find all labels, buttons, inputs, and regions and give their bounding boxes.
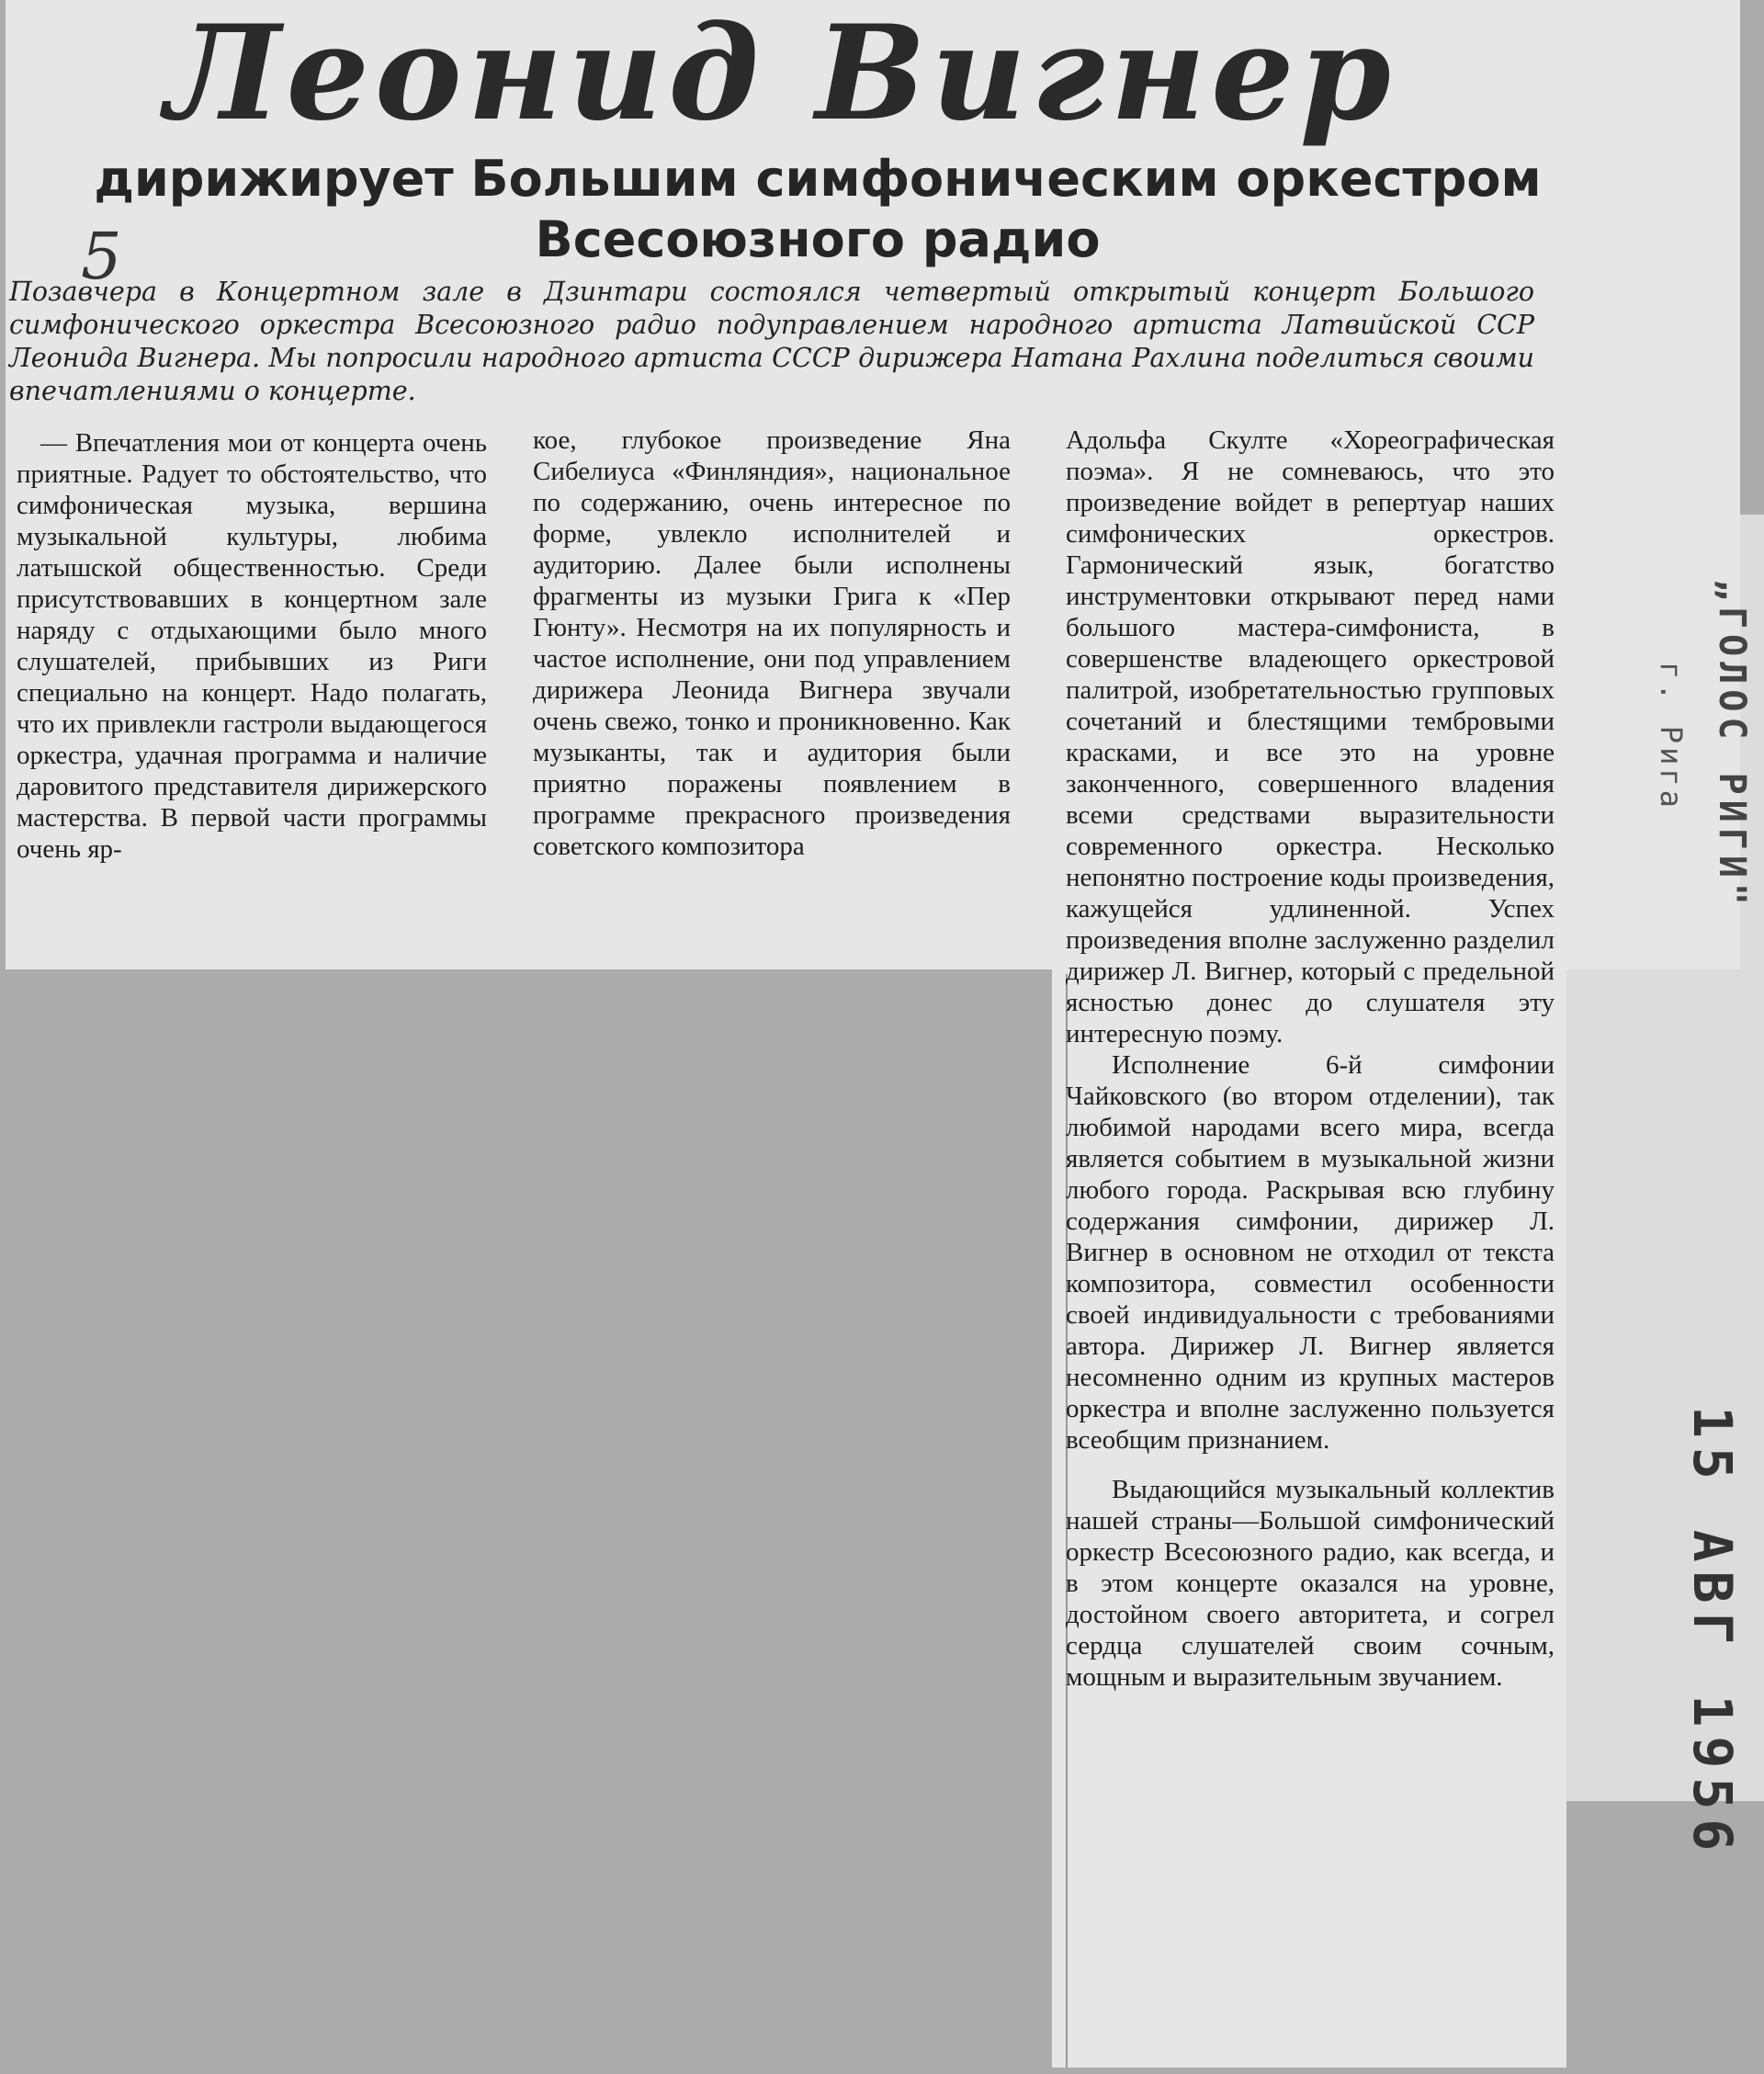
newspaper-stamp: „ГОЛОС РИГИ" xyxy=(1711,579,1753,911)
article-column-1 xyxy=(17,427,487,865)
column-3-paragraph-1: Адольфа Скулте «Хореографическая поэма». Я не сомневаюсь, что это произведение войдет в репертуар наших симфонических оркестров. Гармонический язык, богатство инструментовки открывают перед нами большого мастера-симфониста, в совершенстве владеющего оркестровой палитрой, изобретательностью групповых сочетаний и блестящими тембровыми красками, и все это на уровне законченного, совершенного владения всеми средствами выразительности современного оркестра. Несколько непонятно построение коды произведения, кажущейся удлиненной. Успех произведения вполне заслуженно разделил дирижер Л. Вигнер, который с предельной ясностью донес до слушателя эту интересную поэму. xyxy=(1066,425,1555,1048)
date-stamp: 15 АВГ 1956 xyxy=(1681,1406,1744,1861)
article-column-2 xyxy=(533,425,1011,862)
column-3-paragraph-3: Выдающийся музыкальный коллектив нашей страны—Большой симфонический оркестр Всесоюзного радио, как всегда, и в этом концерте оказался на уровне, достойном своего авторитета, и согрел сердца слушателей своим сочным, мощным и выразительным звучанием. xyxy=(1066,1475,1555,1692)
headline: Леонид Вигнер xyxy=(165,0,1396,150)
article-column-3 xyxy=(1066,425,1555,1693)
subheadline-line-2: Всесоюзного радио xyxy=(535,210,1101,268)
column-3-paragraph-2: Исполнение 6-й симфонии Чайковского (во втором отделении), так любимой народами всего мира, всегда является событием в музыкальной жизни любого города. Раскрывая всю глубину содержания симфонии, дирижер Л. Вигнер в основном не отходил от текста композитора, совместил особенности своей индивидуальности с требованиями автора. Дирижер Л. Вигнер является несомненно одним из крупных мастеров оркестра и вполне заслуженно пользуется всеобщим признанием. xyxy=(1066,1050,1555,1455)
column-1-text: — Впечатления мои от концерта очень приятные. Радует то обстоятельство, что симфоническая музыка, вершина музыкальной культуры, любима латышской общественностью. Среди присутствовавших в концертном зале наряду с отдыхающими было много слушателей, прибывших из Риги специально на концерт. Надо полагать, что их привлекли гастроли выдающегося оркестра, удачная программа и наличие даровитого представителя дирижерского мастерства. В первой части программы очень яр- xyxy=(17,428,487,864)
intro-paragraph: Позавчера в Концертном зале в Дзинтари состоялся четвертый открытый концерт Большого симфонического оркестра Всесоюзного радио подуправлением народного артиста Латвийской ССР Леонида Вигнера. Мы попросили народного артиста СССР дирижера Натана Рахлина поделиться своими впечатлениями о концерте. xyxy=(9,277,1534,406)
handwritten-number: 5 xyxy=(81,219,122,294)
subheadline-line-1: дирижирует Большим симфоническим оркестром xyxy=(94,150,1542,208)
city-stamp: г. Рига xyxy=(1654,662,1689,811)
column-2-text: кое, глубокое произведение Яна Сибелиуса «Финляндия», национальное по содержанию, очень интересное по форме, увлекло исполнителей и аудиторию. Далее были исполнены фрагменты из музыки Грига к «Пер Гюнту». Несмотря на их популярность и частое исполнение, они под управлением дирижера Леонида Вигнера звучали очень свежо, тонко и проникновенно. Как музыканты, так и аудитория были приятно поражены появлением в программе прекрасного произведения советского композитора xyxy=(533,425,1011,861)
